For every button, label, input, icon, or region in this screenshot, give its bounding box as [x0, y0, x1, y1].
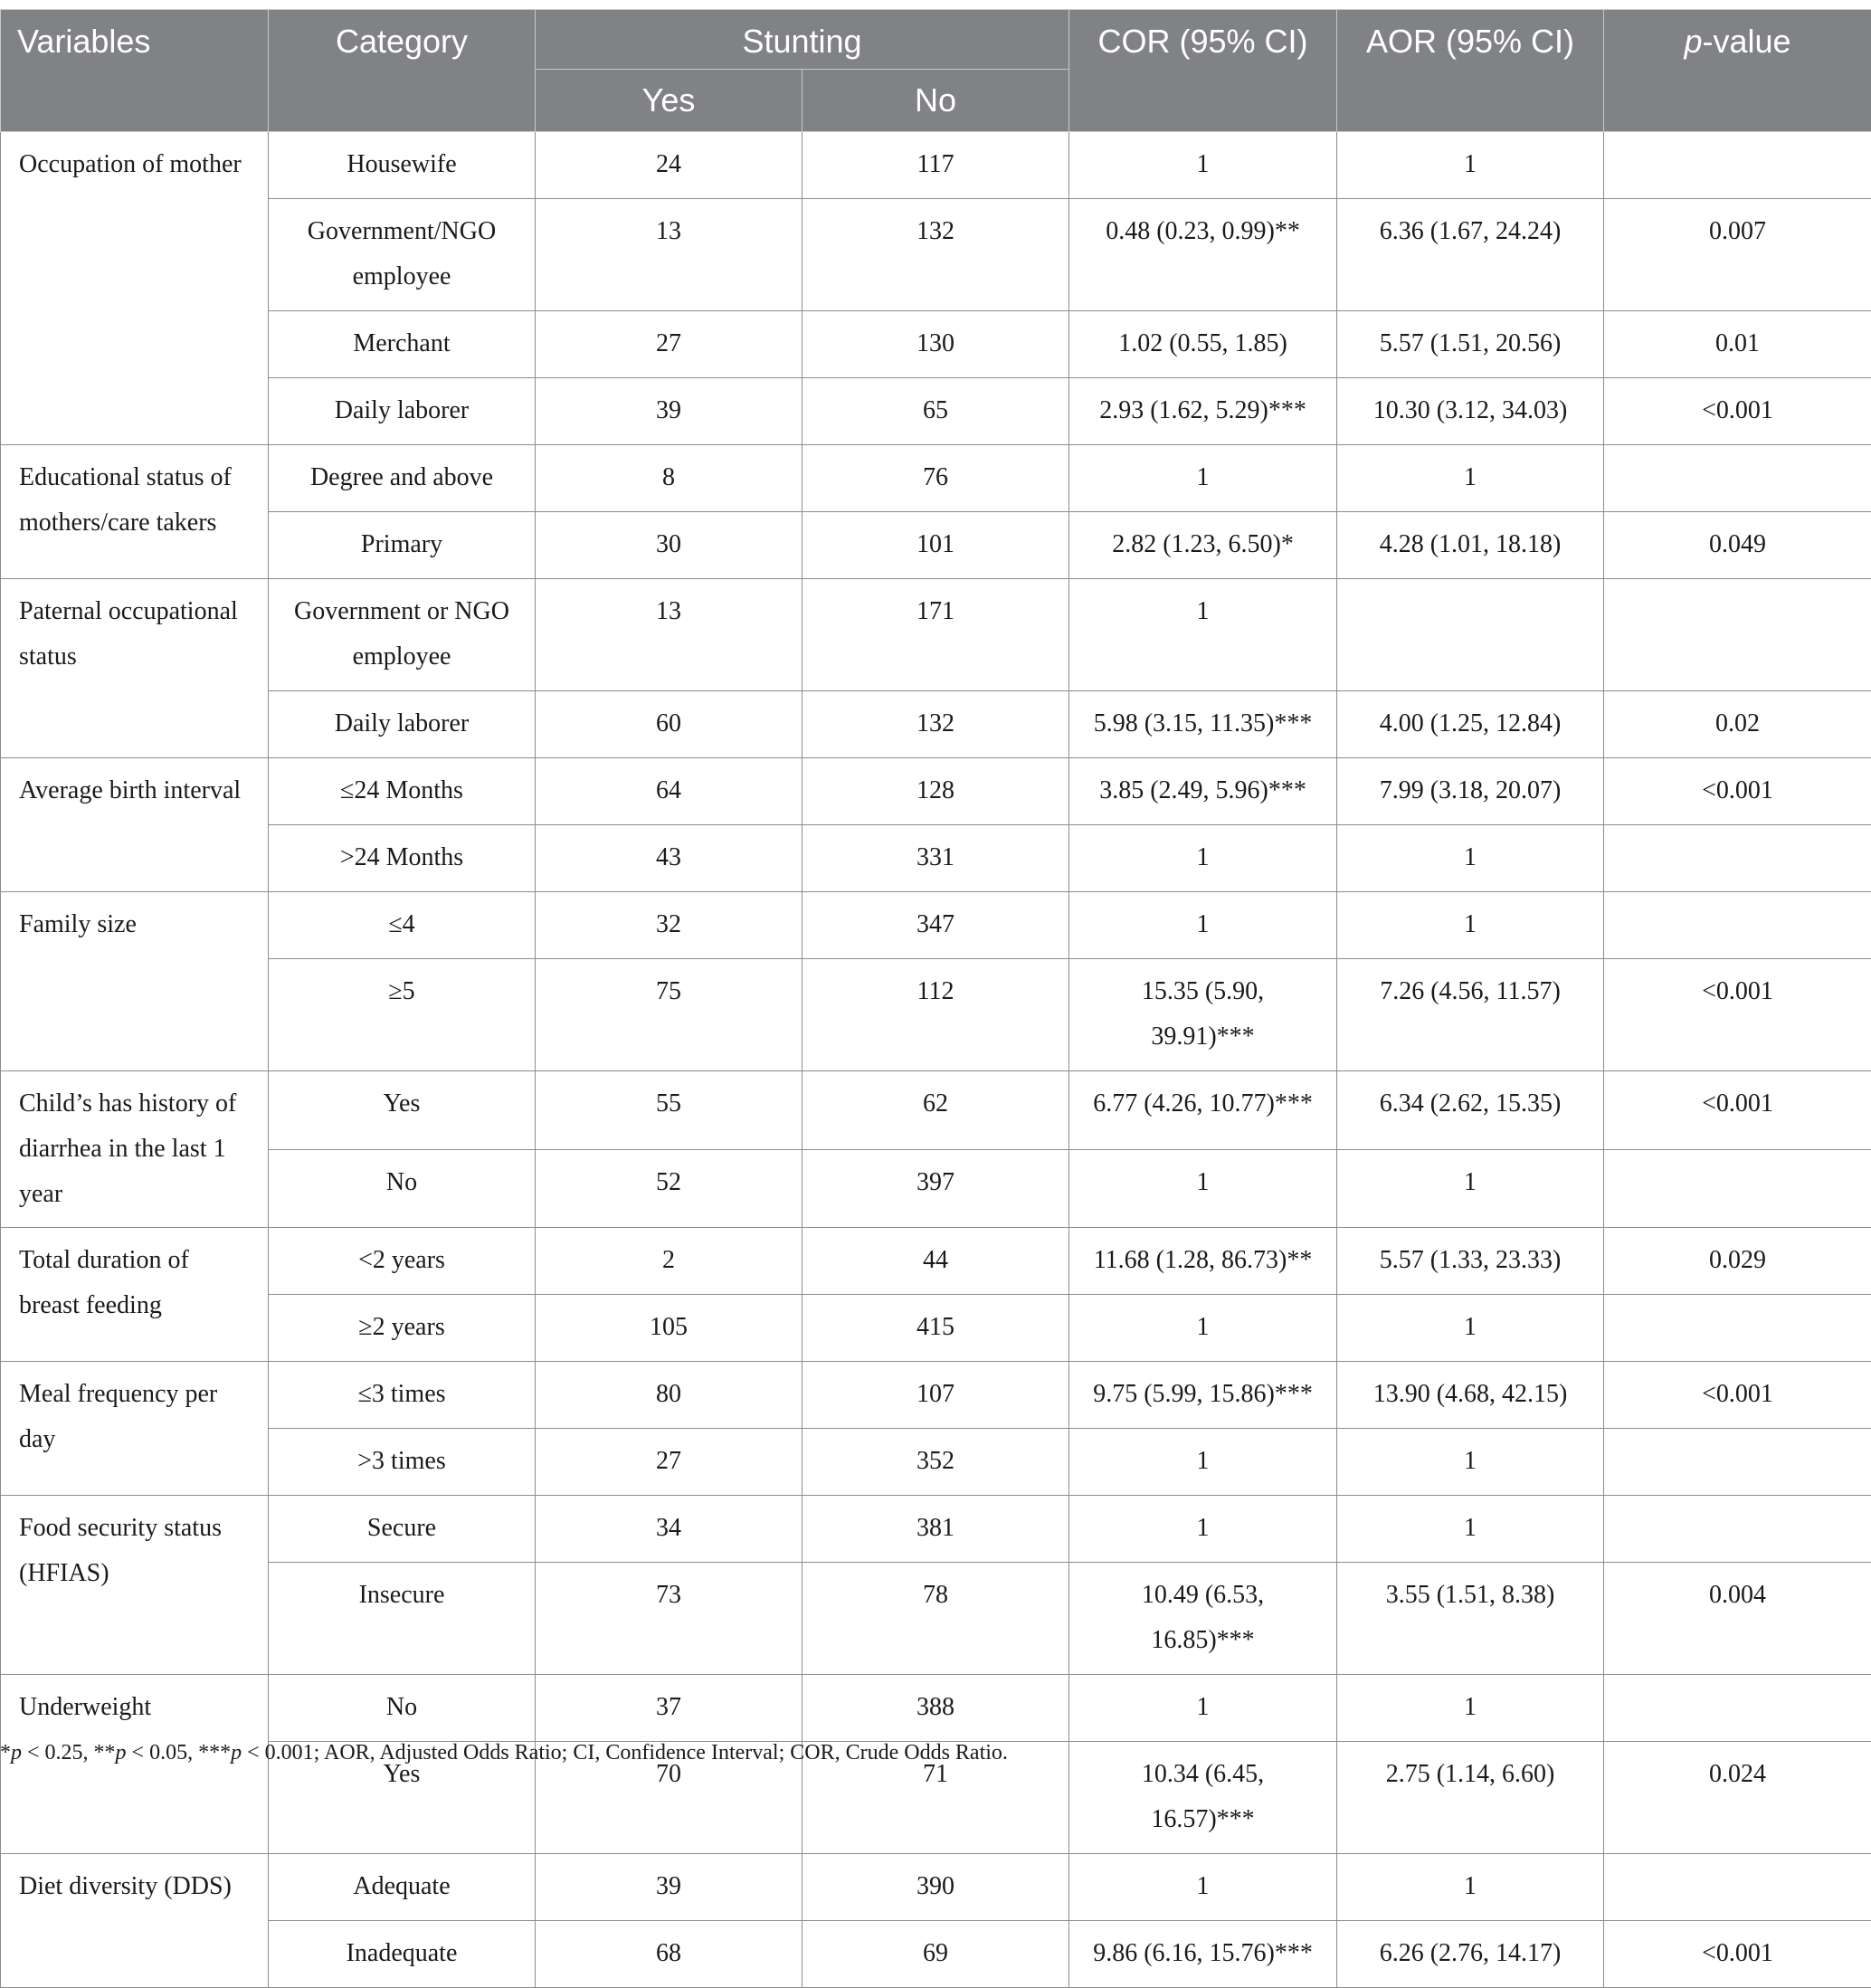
stunting-yes-cell: 34 — [536, 1496, 803, 1563]
aor-cell: 3.55 (1.51, 8.38) — [1337, 1563, 1604, 1675]
cor-cell: 11.68 (1.28, 86.73)** — [1069, 1228, 1337, 1295]
stunting-no-cell: 65 — [803, 378, 1069, 445]
table-row — [1, 1563, 1871, 1675]
aor-cell: 6.34 (2.62, 15.35) — [1337, 1071, 1604, 1150]
stunting-no-cell: 69 — [803, 1921, 1069, 1988]
header-stunting-yes: Yes — [536, 70, 803, 132]
table-row — [1, 758, 1871, 825]
p-value-cell: 0.024 — [1604, 1742, 1871, 1854]
aor-cell: 13.90 (4.68, 42.15) — [1337, 1362, 1604, 1429]
variable-cell: Average birth interval — [1, 758, 269, 892]
category-cell: Yes — [269, 1742, 536, 1854]
category-cell: Inadequate — [269, 1921, 536, 1988]
stunting-yes-cell: 60 — [536, 691, 803, 758]
category-cell: Government or NGO employee — [269, 579, 536, 691]
stunting-no-cell: 132 — [803, 691, 1069, 758]
stunting-no-cell: 128 — [803, 758, 1069, 825]
table-row — [1, 132, 1871, 199]
table-row — [1, 579, 1871, 691]
header-p-suffix: -value — [1703, 23, 1791, 60]
stunting-yes-cell: 75 — [536, 959, 803, 1071]
category-cell: Housewife — [269, 132, 536, 199]
p-value-cell — [1604, 1675, 1871, 1742]
stunting-yes-cell: 64 — [536, 758, 803, 825]
category-cell: Government/NGO employee — [269, 199, 536, 311]
cor-cell: 1 — [1069, 132, 1337, 199]
results-table — [0, 9, 1871, 1988]
p-value-cell — [1604, 132, 1871, 199]
category-cell: Adequate — [269, 1854, 536, 1921]
table-row — [1, 1921, 1871, 1988]
stunting-yes-cell: 55 — [536, 1071, 803, 1150]
aor-cell: 4.00 (1.25, 12.84) — [1337, 691, 1604, 758]
stunting-no-cell: 117 — [803, 132, 1069, 199]
stunting-no-cell: 62 — [803, 1071, 1069, 1150]
aor-cell: 2.75 (1.14, 6.60) — [1337, 1742, 1604, 1854]
category-cell: No — [269, 1149, 536, 1228]
stunting-no-cell: 397 — [803, 1149, 1069, 1228]
stunting-yes-cell: 13 — [536, 579, 803, 691]
category-cell: No — [269, 1675, 536, 1742]
p-value-cell — [1604, 1149, 1871, 1228]
p-value-cell — [1604, 1496, 1871, 1563]
cor-cell: 1 — [1069, 825, 1337, 892]
stunting-yes-cell: 68 — [536, 1921, 803, 1988]
stunting-yes-cell: 80 — [536, 1362, 803, 1429]
table-row — [1, 1295, 1871, 1362]
table-row — [1, 1362, 1871, 1429]
stunting-no-cell: 101 — [803, 512, 1069, 579]
aor-cell: 10.30 (3.12, 34.03) — [1337, 378, 1604, 445]
category-cell: Merchant — [269, 311, 536, 378]
header-p-value — [1604, 10, 1871, 132]
aor-cell: 1 — [1337, 1854, 1604, 1921]
category-cell: Daily laborer — [269, 378, 536, 445]
table-row — [1, 825, 1871, 892]
aor-cell: 7.26 (4.56, 11.57) — [1337, 959, 1604, 1071]
table-footnote: *p < 0.25, **p < 0.05, ***p < 0.001; AOR, Adjusted Odds Ratio; CI, Confidence Interval; COR, Crude Odds Ratio. — [0, 1741, 1008, 1765]
stunting-no-cell: 112 — [803, 959, 1069, 1071]
category-cell: Secure — [269, 1496, 536, 1563]
stunting-no-cell: 44 — [803, 1228, 1069, 1295]
category-cell: Yes — [269, 1071, 536, 1150]
stunting-no-cell: 132 — [803, 199, 1069, 311]
aor-cell: 1 — [1337, 1496, 1604, 1563]
aor-cell: 4.28 (1.01, 18.18) — [1337, 512, 1604, 579]
variable-cell: Diet diversity (DDS) — [1, 1854, 269, 1988]
aor-cell: 7.99 (3.18, 20.07) — [1337, 758, 1604, 825]
stunting-no-cell: 130 — [803, 311, 1069, 378]
cor-cell: 1 — [1069, 445, 1337, 512]
stunting-no-cell: 78 — [803, 1563, 1069, 1675]
table-row — [1, 378, 1871, 445]
aor-cell: 1 — [1337, 1149, 1604, 1228]
header-aor: AOR (95% CI) — [1337, 10, 1604, 132]
header-cor: COR (95% CI) — [1069, 10, 1337, 132]
table-row — [1, 1854, 1871, 1921]
table-row — [1, 311, 1871, 378]
p-value-cell: 0.01 — [1604, 311, 1871, 378]
table-row — [1, 199, 1871, 311]
variable-cell: Educational status of mothers/care takers — [1, 445, 269, 579]
cor-cell: 10.34 (6.45, 16.57)*** — [1069, 1742, 1337, 1854]
category-cell: ≤24 Months — [269, 758, 536, 825]
cor-cell: 1 — [1069, 579, 1337, 691]
cor-cell: 1.02 (0.55, 1.85) — [1069, 311, 1337, 378]
stunting-no-cell: 331 — [803, 825, 1069, 892]
p-value-cell — [1604, 1854, 1871, 1921]
aor-cell: 6.36 (1.67, 24.24) — [1337, 199, 1604, 311]
table-row — [1, 1496, 1871, 1563]
stunting-yes-cell: 13 — [536, 199, 803, 311]
variable-cell: Underweight — [1, 1675, 269, 1854]
cor-cell: 9.75 (5.99, 15.86)*** — [1069, 1362, 1337, 1429]
category-cell: ≤3 times — [269, 1362, 536, 1429]
header-stunting-no: No — [803, 70, 1069, 132]
header-p-prefix: p — [1684, 23, 1702, 60]
aor-cell: 5.57 (1.51, 20.56) — [1337, 311, 1604, 378]
stunting-yes-cell: 73 — [536, 1563, 803, 1675]
stunting-yes-cell: 39 — [536, 378, 803, 445]
cor-cell: 1 — [1069, 1496, 1337, 1563]
category-cell: Daily laborer — [269, 691, 536, 758]
table-row — [1, 512, 1871, 579]
category-cell: >3 times — [269, 1429, 536, 1496]
p-value-cell: 0.029 — [1604, 1228, 1871, 1295]
p-value-cell: <0.001 — [1604, 1921, 1871, 1988]
variable-cell: Total duration of breast feeding — [1, 1228, 269, 1362]
cor-cell: 1 — [1069, 1429, 1337, 1496]
table-row — [1, 1675, 1871, 1742]
stunting-yes-cell: 52 — [536, 1149, 803, 1228]
stunting-yes-cell: 27 — [536, 1429, 803, 1496]
p-value-cell: 0.02 — [1604, 691, 1871, 758]
table-row — [1, 445, 1871, 512]
cor-cell: 1 — [1069, 1295, 1337, 1362]
stunting-no-cell: 381 — [803, 1496, 1069, 1563]
aor-cell: 1 — [1337, 892, 1604, 959]
cor-cell: 2.82 (1.23, 6.50)* — [1069, 512, 1337, 579]
variable-cell: Family size — [1, 892, 269, 1071]
header-category: Category — [269, 10, 536, 132]
header-variables: Variables — [1, 10, 269, 132]
stunting-yes-cell: 70 — [536, 1742, 803, 1854]
stunting-yes-cell: 37 — [536, 1675, 803, 1742]
table-row — [1, 959, 1871, 1071]
p-value-cell — [1604, 892, 1871, 959]
aor-cell: 1 — [1337, 1295, 1604, 1362]
stunting-yes-cell: 2 — [536, 1228, 803, 1295]
p-value-cell: <0.001 — [1604, 758, 1871, 825]
stunting-no-cell: 390 — [803, 1854, 1069, 1921]
cor-cell: 0.48 (0.23, 0.99)** — [1069, 199, 1337, 311]
cor-cell: 1 — [1069, 1854, 1337, 1921]
table-row — [1, 1071, 1871, 1150]
cor-cell: 1 — [1069, 1675, 1337, 1742]
table-row — [1, 1228, 1871, 1295]
aor-cell — [1337, 579, 1604, 691]
variable-cell: Occupation of mother — [1, 132, 269, 445]
stunting-no-cell: 347 — [803, 892, 1069, 959]
cor-cell: 1 — [1069, 892, 1337, 959]
stunting-no-cell: 71 — [803, 1742, 1069, 1854]
category-cell: Primary — [269, 512, 536, 579]
stunting-no-cell: 352 — [803, 1429, 1069, 1496]
table-row — [1, 1149, 1871, 1228]
stunting-no-cell: 76 — [803, 445, 1069, 512]
stunting-yes-cell: 30 — [536, 512, 803, 579]
p-value-cell — [1604, 825, 1871, 892]
cor-cell: 1 — [1069, 1149, 1337, 1228]
stunting-no-cell: 388 — [803, 1675, 1069, 1742]
table-row — [1, 892, 1871, 959]
category-cell: Degree and above — [269, 445, 536, 512]
aor-cell: 1 — [1337, 132, 1604, 199]
stunting-yes-cell: 24 — [536, 132, 803, 199]
variable-cell: Paternal occupational status — [1, 579, 269, 758]
table-body — [1, 132, 1871, 1988]
p-value-cell — [1604, 579, 1871, 691]
stunting-yes-cell: 105 — [536, 1295, 803, 1362]
category-cell: ≥2 years — [269, 1295, 536, 1362]
category-cell: Insecure — [269, 1563, 536, 1675]
table-row — [1, 691, 1871, 758]
aor-cell: 1 — [1337, 825, 1604, 892]
header-stunting: Stunting — [536, 10, 1069, 70]
stunting-no-cell: 171 — [803, 579, 1069, 691]
cor-cell: 6.77 (4.26, 10.77)*** — [1069, 1071, 1337, 1150]
cor-cell: 3.85 (2.49, 5.96)*** — [1069, 758, 1337, 825]
p-value-cell: 0.004 — [1604, 1563, 1871, 1675]
stunting-yes-cell: 43 — [536, 825, 803, 892]
p-value-cell — [1604, 1295, 1871, 1362]
stunting-yes-cell: 32 — [536, 892, 803, 959]
table-row — [1, 1429, 1871, 1496]
p-value-cell — [1604, 445, 1871, 512]
p-value-cell: <0.001 — [1604, 959, 1871, 1071]
cor-cell: 15.35 (5.90, 39.91)*** — [1069, 959, 1337, 1071]
p-value-cell: <0.001 — [1604, 1362, 1871, 1429]
stunting-no-cell: 107 — [803, 1362, 1069, 1429]
aor-cell: 6.26 (2.76, 14.17) — [1337, 1921, 1604, 1988]
stunting-yes-cell: 27 — [536, 311, 803, 378]
stunting-no-cell: 415 — [803, 1295, 1069, 1362]
stunting-yes-cell: 39 — [536, 1854, 803, 1921]
aor-cell: 1 — [1337, 445, 1604, 512]
cor-cell: 2.93 (1.62, 5.29)*** — [1069, 378, 1337, 445]
stunting-yes-cell: 8 — [536, 445, 803, 512]
variable-cell: Meal frequency per day — [1, 1362, 269, 1496]
aor-cell: 1 — [1337, 1429, 1604, 1496]
p-value-cell — [1604, 1429, 1871, 1496]
category-cell: >24 Months — [269, 825, 536, 892]
category-cell: ≥5 — [269, 959, 536, 1071]
aor-cell: 1 — [1337, 1675, 1604, 1742]
p-value-cell: <0.001 — [1604, 1071, 1871, 1150]
cor-cell: 9.86 (6.16, 15.76)*** — [1069, 1921, 1337, 1988]
category-cell: <2 years — [269, 1228, 536, 1295]
variable-cell: Food security status (HFIAS) — [1, 1496, 269, 1675]
cor-cell: 5.98 (3.15, 11.35)*** — [1069, 691, 1337, 758]
variable-cell: Child’s has history of diarrhea in the last 1 year — [1, 1071, 269, 1228]
aor-cell: 5.57 (1.33, 23.33) — [1337, 1228, 1604, 1295]
p-value-cell: 0.049 — [1604, 512, 1871, 579]
cor-cell: 10.49 (6.53, 16.85)*** — [1069, 1563, 1337, 1675]
p-value-cell: 0.007 — [1604, 199, 1871, 311]
table-header — [1, 10, 1871, 132]
p-value-cell: <0.001 — [1604, 378, 1871, 445]
category-cell: ≤4 — [269, 892, 536, 959]
